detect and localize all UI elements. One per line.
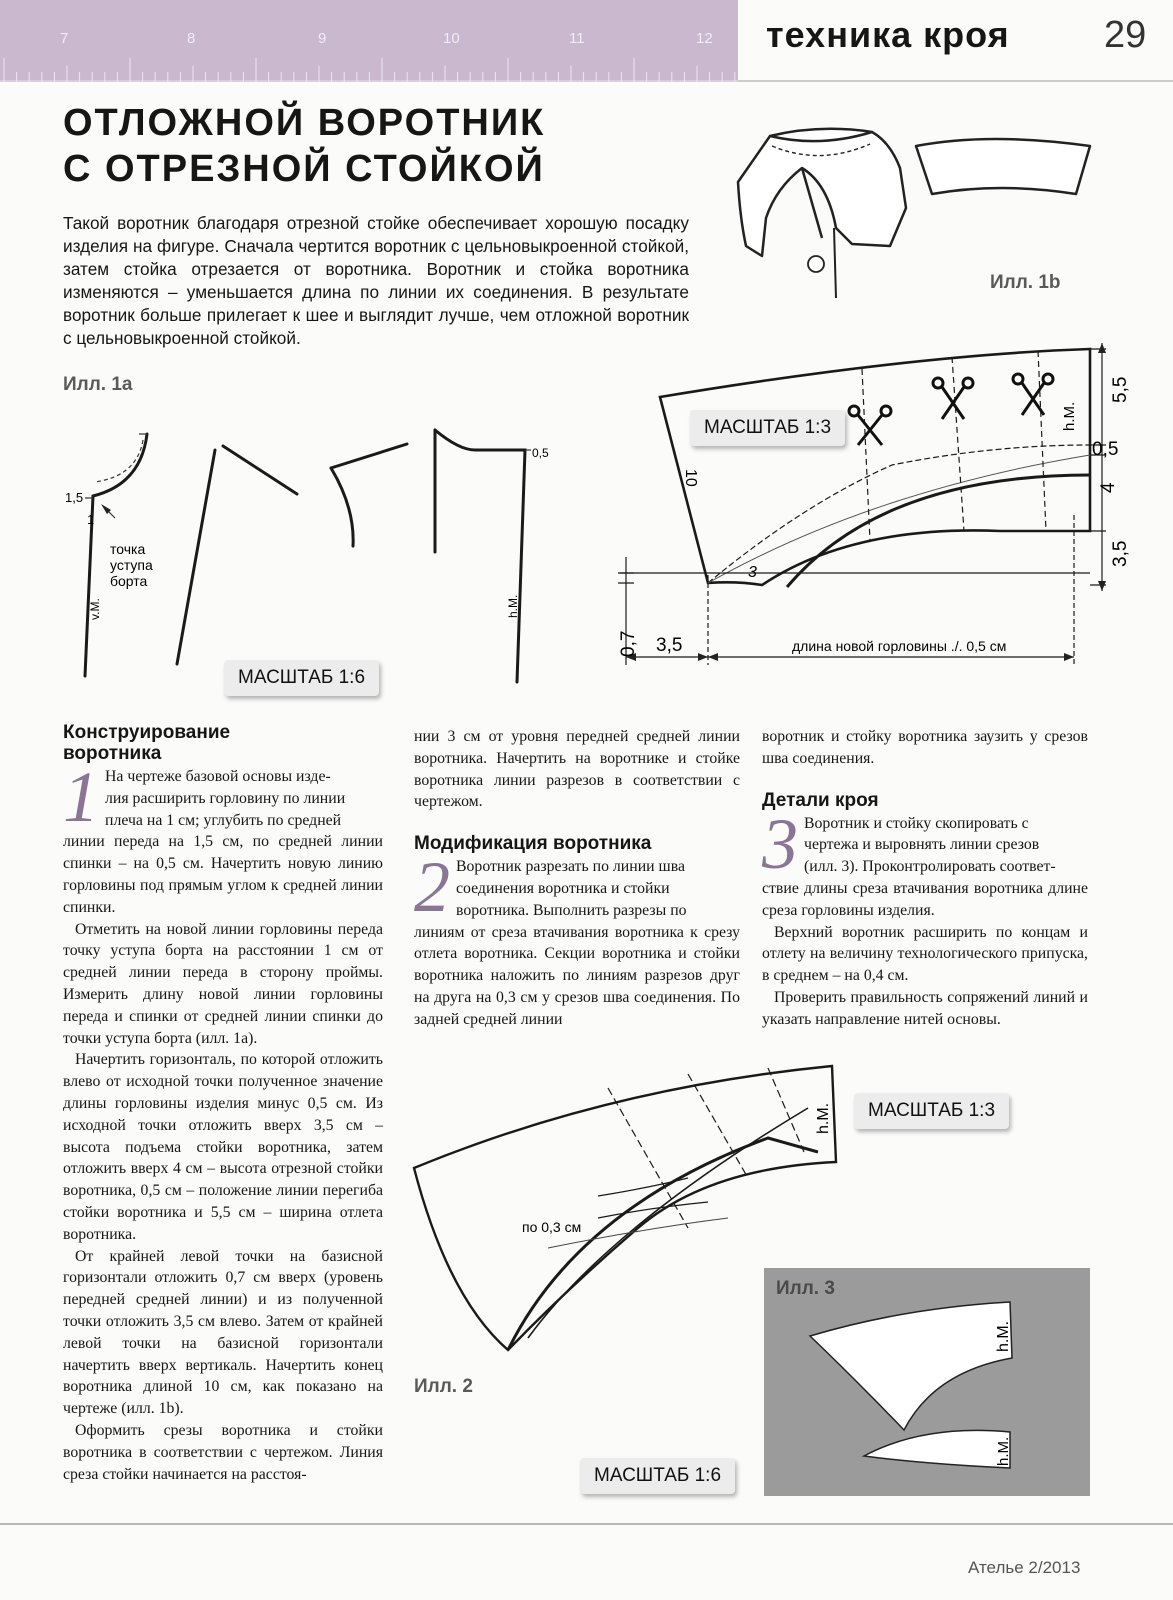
- ruler-number: 7: [60, 30, 69, 47]
- column-2: [414, 726, 740, 1031]
- col3-paragraph-2: Верхний воротник расширить по концам и отлету на величину технологического припуска, в среднем – на 0,4 см.: [762, 923, 1088, 985]
- col2-paragraph-0: нии 3 см от уровня передней средней линии воротника. Начертить на воротнике и стойке воротника линии разрезов в соответствии с чертежом.: [414, 728, 740, 811]
- ill-1b-label: Илл. 1b: [990, 272, 1061, 293]
- label-1: 1: [87, 512, 95, 527]
- scale-label-4: МАСШТАБ 1:6: [580, 1458, 735, 1494]
- col1-lead-1: На чертеже базовой основы изде-: [105, 768, 331, 785]
- header-ruler: [0, 0, 738, 82]
- col3-paragraph-3: Проверить правильность сопряжений линий и указать направление нитей основы.: [762, 988, 1088, 1028]
- col1-lead-3: плеча на 1 см; углубить по средней: [105, 811, 342, 829]
- dropcap-3: 3: [762, 803, 798, 884]
- label-hm-1: h.M.: [506, 594, 520, 618]
- label-vm: v.M.: [88, 598, 102, 620]
- label-4: 4: [1098, 482, 1119, 493]
- footer-rule: [0, 1523, 1173, 1525]
- label-3: 3: [748, 564, 757, 581]
- label-hm-4: h.M.: [995, 1320, 1012, 1352]
- label-dlina: длина новой горловины ./. 0,5 см: [792, 638, 1007, 654]
- col2-lead-1: Воротник разрезать по линии шва: [456, 858, 685, 876]
- label-tochka-1: точка: [110, 541, 146, 557]
- intro-paragraph: Такой воротник благодаря отрезной стойке обеспечивает хорошую посадку изделия на фигуре. Сначала чертится воротник с цельновыкроенной стойкой, затем стойка отрезается от воротника. Воротник и стойка воротника изменяются – уменьшается длина по линии их соединения. В результате воротник больше прилегает к шее и выглядит лучше, чем отложной воротник с цельновыкроенной стойкой.: [63, 213, 689, 348]
- section-title: техника кроя: [766, 14, 1010, 55]
- scale-label-1: МАСШТАБ 1:6: [224, 660, 379, 696]
- scissors-icon: [933, 378, 973, 419]
- col2-paragraph-1: линиям от среза втачивания воротника к срезу отлета воротника. Секции воротника и стойки воротника наложить по линиям разрезов друг на друга на 0,3 см у срезов шва соединения. По задней средней линии: [414, 923, 740, 1028]
- label-hm-5: h.M.: [995, 1436, 1012, 1466]
- ruler-ticks: [0, 0, 738, 82]
- label-3-5-left: 3,5: [656, 635, 683, 656]
- col3-paragraph-0: воротник и стойку воротника заузить у срезов шва соединения.: [762, 728, 1088, 767]
- col1-paragraph-3: Начертить горизонталь, по которой отложить влево от исходной точки полученное значение длины горловины изделия минус 0,5 см. Из исходной точки отложить вверх 3,5 см – высота подъема стойки воротника, затем отложить вверх 4 см – высота отрезной стойки воротника, 0,5 см – положение линии перегиба стойки воротника и 5,5 см – ширина отлета воротника.: [63, 1051, 383, 1243]
- title-line-1: ОТЛОЖНОЙ ВОРОТНИК: [63, 102, 546, 144]
- col3-lead-2: чертежа и выровнять линии срезов: [804, 836, 1040, 854]
- ruler-number: 9: [318, 30, 327, 47]
- label-3-5: 3,5: [1110, 540, 1131, 567]
- col1-paragraph-2: Отметить на новой линии горловины переда точку уступа борта на расстоянии 1 см от средней линии переда в сторону проймы. Измерить длину новой линии горловины переда и спинки от средней линии спинки до точки уступа борта (илл. 1а).: [63, 920, 383, 1047]
- scale-label-3: МАСШТАБ 1:3: [854, 1093, 1009, 1129]
- col1-paragraph-4: От крайней левой точки на базисной горизонтали отложить 0,7 см вверх (уровень передней средней линии) и из полученной точки отложить 3,5 см влево. Затем от крайней левой точки на базисной горизонтали начертить вверх вертикаль. Начертить конец воротника длиной 10 см, как показано на чертеже (илл. 1b).: [63, 1247, 383, 1418]
- label-0-7: 0,7: [618, 630, 639, 657]
- scale-label-2: МАСШТАБ 1:3: [690, 410, 845, 446]
- ruler-number: 12: [696, 30, 713, 47]
- col2-heading: Модификация воротника: [414, 833, 652, 855]
- ill-1a-label: Илл. 1а: [63, 374, 133, 395]
- dropcap-1: 1: [63, 757, 99, 837]
- col2-lead-2: соединения воротника и стойки: [456, 879, 670, 897]
- label-tochka-2: уступа: [110, 557, 153, 573]
- label-10: 10: [682, 469, 699, 487]
- col1-paragraph-1: линии переда на 1,5 см, по средней линии спинки – на 0,5 см. Начертить новую линию горловины под прямым углом к средней линии спинки.: [63, 833, 383, 916]
- bodice-diagram: [55, 420, 575, 700]
- footer-issue: Ателье 2/2013: [968, 1558, 1081, 1577]
- col3-lead-1: Воротник и стойку скопировать с: [804, 814, 1029, 832]
- dropcap-2: 2: [414, 847, 450, 928]
- col3-heading: Детали кроя: [762, 789, 879, 811]
- ruler-number: 11: [569, 30, 585, 47]
- label-1-5: 1,5: [65, 490, 84, 505]
- col1-lead-2: лия расширить горловину по линии: [105, 789, 346, 807]
- ruler-number: 8: [187, 30, 196, 47]
- collar-draft: [612, 335, 1132, 705]
- ill-2-label: Илл. 2: [414, 1376, 473, 1397]
- header-rule: [738, 80, 1173, 82]
- column-1: [63, 722, 383, 1485]
- scissors-icon: [1013, 374, 1053, 415]
- col3-paragraph-1: ствие длины среза втачивания воротника длине среза горловины изделия.: [762, 879, 1088, 919]
- ill-3-panel: [764, 1268, 1090, 1496]
- column-3: [762, 726, 1088, 1031]
- label-po-0-3: по 0,3 см: [522, 1219, 582, 1235]
- title-line-2: С ОТРЕЗНОЙ СТОЙКОЙ: [63, 148, 545, 190]
- cut-pieces: [764, 1268, 1090, 1496]
- article-title: [63, 100, 545, 192]
- label-hm-2: h.M.: [1061, 401, 1078, 431]
- label-hm-3: h.M.: [815, 1102, 832, 1134]
- label-0-5-top: 0,5: [532, 446, 549, 460]
- scissors-icon: [849, 406, 891, 445]
- label-0-5-collar: 0,5: [1092, 439, 1119, 460]
- col2-lead-3: воротника. Выполнить разрезы по: [456, 901, 687, 919]
- ill-3-label: Илл. 3: [776, 1278, 835, 1299]
- label-5-5: 5,5: [1110, 376, 1131, 403]
- col1-paragraph-5: Оформить срезы воротника и стойки воротника в соответствии с чертежом. Линия среза стойки начинается на расстоя-: [63, 1421, 383, 1483]
- ruler-number: 10: [443, 30, 460, 47]
- label-tochka-3: борта: [110, 573, 148, 589]
- col1-heading: Конструирование воротника: [63, 722, 231, 764]
- page-number: 29: [1104, 14, 1147, 56]
- col3-lead-3: (илл. 3). Проконтролировать соответ-: [804, 858, 1056, 876]
